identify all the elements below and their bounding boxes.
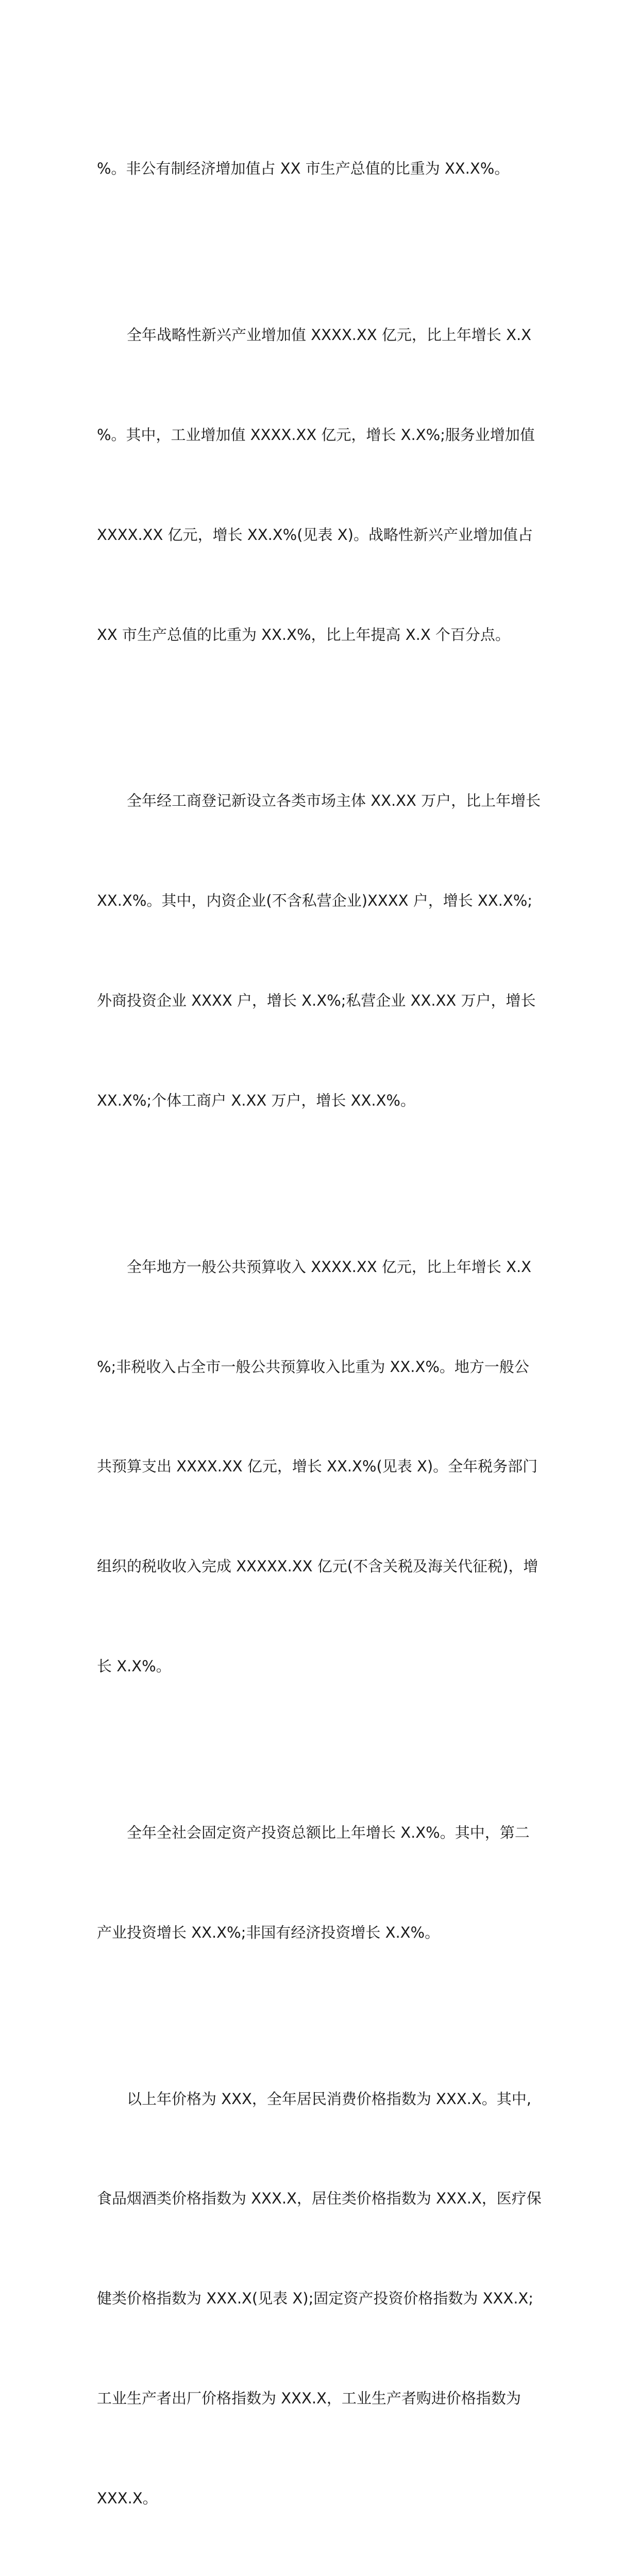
paragraph-public-budget: [97, 1184, 543, 1750]
paragraph-line: 全年地方一般公共预算收入 XXXX.XX 亿元，比上年增长 X.X: [127, 1258, 532, 1276]
paragraph-line: XX.X%。其中，内资企业(不含私营企业)XXXX 户，增长 XX.X%;: [97, 892, 533, 910]
paragraph-line: 共预算支出 XXXX.XX 亿元，增长 XX.X%(见表 X)。全年税务部门: [97, 1458, 538, 1476]
paragraph-line: 工业生产者出厂价格指数为 XXX.X，工业生产者购进价格指数为: [97, 2389, 521, 2407]
paragraph-line: XXXX.XX 亿元，增长 XX.X%(见表 X)。战略性新兴产业增加值占: [97, 526, 533, 544]
paragraph-line: 全年经工商登记新设立各类市场主体 XX.XX 万户，比上年增长: [127, 792, 541, 810]
paragraph-line: 食品烟酒类价格指数为 XXX.X，居住类价格指数为 XXX.X，医疗保: [97, 2190, 542, 2208]
paragraph-line: 全年全社会固定资产投资总额比上年增长 X.X%。其中，第二: [127, 1823, 530, 1841]
paragraph-line: XX.X%;个体工商户 X.XX 万户，增长 XX.X%。: [97, 1091, 415, 1109]
paragraph-line: 产业投资增长 XX.X%;非国有经济投资增长 X.X%。: [97, 1923, 440, 1941]
paragraph-line: 以上年价格为 XXX，全年居民消费价格指数为 XXX.X。其中,: [127, 2090, 531, 2108]
paragraph-line: 外商投资企业 XXXX 户，增长 X.X%;私营企业 XX.XX 万户，增长: [97, 992, 536, 1010]
paragraph-line: 组织的税收收入完成 XXXXX.XX 亿元(不含关税及海关代征税)，增: [97, 1557, 539, 1575]
paragraph-line: 健类价格指数为 XXX.X(见表 X);固定资产投资价格指数为 XXX.X;: [97, 2290, 534, 2308]
paragraph-line: 长 X.X%。: [97, 1657, 171, 1675]
paragraph-line: XXX.X。: [97, 2489, 158, 2507]
paragraph-strategic-industries: [97, 252, 543, 718]
paragraph-nonpublic-economy: [97, 86, 543, 252]
paragraph-line: %;非税收入占全市一般公共预算收入比重为 XX.X%。地方一般公: [97, 1358, 529, 1376]
document-body: [97, 86, 543, 2576]
paragraph-line: %。非公有制经济增加值占 XX 市生产总值的比重为 XX.X%。: [97, 160, 510, 178]
paragraph-market-entities: [97, 718, 543, 1183]
paragraph-line: XX 市生产总值的比重为 XX.X%，比上年提高 X.X 个百分点。: [97, 625, 510, 643]
paragraph-line: 全年战略性新兴产业增加值 XXXX.XX 亿元，比上年增长 X.X: [127, 326, 532, 344]
paragraph-price-indices: [97, 2015, 543, 2576]
paragraph-fixed-asset-investment: [97, 1750, 543, 2016]
paragraph-line: %。其中，工业增加值 XXXX.XX 亿元，增长 X.X%;服务业增加值: [97, 426, 535, 444]
